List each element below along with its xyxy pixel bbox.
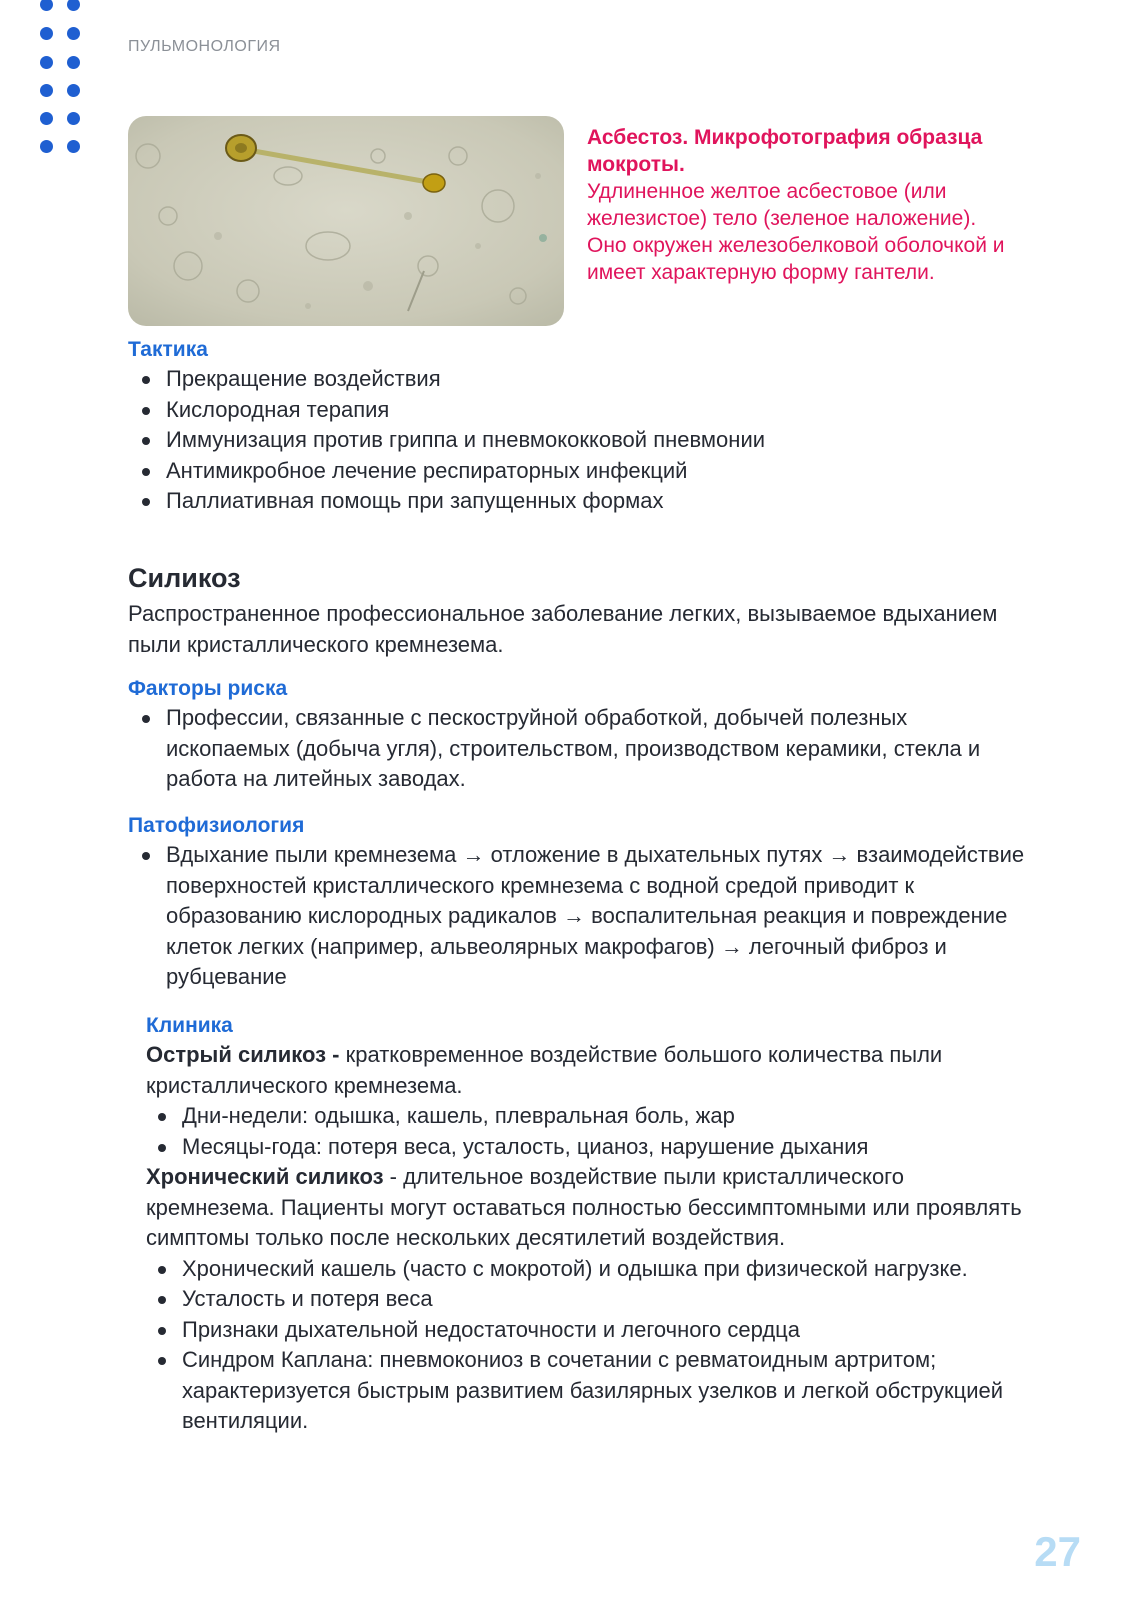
list-item: Профессии, связанные с пескоструйной обработкой, добычей полезных ископаемых (добыча угля), строительством, производством керамики, стекла и работа на литейных заводах.	[128, 703, 1028, 795]
list-item: Прекращение воздействия	[128, 364, 1028, 395]
clinic-heading: Клиника	[146, 1014, 233, 1037]
acute-silicosis-label: Острый силикоз -	[146, 1042, 340, 1067]
pathophysiology-section	[128, 812, 1028, 993]
list-item: Месяцы-года: потеря веса, усталость, цианоз, нарушение дыхания	[144, 1132, 1026, 1163]
pathophysiology-list	[128, 840, 1028, 993]
acute-symptoms-list	[144, 1101, 1026, 1162]
list-item: Иммунизация против гриппа и пневмококковой пневмонии	[128, 425, 1028, 456]
section-title: Силикоз	[128, 563, 241, 593]
risk-factors-heading: Факторы риска	[128, 677, 288, 700]
list-item: Вдыхание пыли кремнезема → отложение в дыхательных путях → взаимодействие поверхностей кристаллического кремнезема с водной средой приводит к образованию кислородных радикалов → воспалительная реакция и повреждение клеток легких (например, альвеолярных макрофагов) → легочный фиброз и рубцевание	[128, 840, 1028, 993]
chronic-silicosis-text: - длительное воздействие пыли кристаллического кремнезема. Пациенты могут оставаться полностью бессимптомными или проявлять симптомы только после нескольких десятилетий воздействия.	[146, 1164, 1022, 1250]
figure-caption-text: Удлиненное желтое асбестовое (или железистое) тело (зеленое наложение). Оно окружен железобелковой оболочкой и имеет характерную форму гантели.	[587, 180, 1005, 284]
risk-factors-section	[128, 675, 1028, 795]
running-head: ПУЛЬМОНОЛОГИЯ	[128, 38, 281, 55]
list-item: Паллиативная помощь при запущенных формах	[128, 486, 1028, 517]
list-item: Дни-недели: одышка, кашель, плевральная боль, жар	[144, 1101, 1026, 1132]
tactics-section	[128, 336, 1028, 517]
silicosis-section	[128, 561, 1028, 660]
acute-silicosis-text: кратковременное воздействие большого количества пыли кристаллического кремнезема.	[146, 1042, 943, 1098]
chronic-silicosis-label: Хронический силикоз	[146, 1164, 384, 1189]
chronic-silicosis-paragraph	[146, 1162, 1026, 1254]
list-item: Усталость и потеря веса	[144, 1284, 1026, 1315]
list-item: Синдром Каплана: пневмокониоз в сочетании с ревматоидным артритом; характеризуется быстрым развитием базилярных узелков и легкой обструкцией вентиляции.	[144, 1345, 1026, 1437]
risk-factors-list	[128, 703, 1028, 795]
tactics-heading: Тактика	[128, 338, 208, 361]
sputum-micrograph	[128, 116, 564, 326]
list-item: Антимикробное лечение респираторных инфекций	[128, 456, 1028, 487]
list-item: Кислородная терапия	[128, 395, 1028, 426]
figure-caption-title: Асбестоз. Микрофотография образца мокроты.	[587, 126, 983, 176]
list-item: Хронический кашель (часто с мокротой) и одышка при физической нагрузке.	[144, 1254, 1026, 1285]
clinic-section	[146, 1012, 1026, 1437]
page-number: 27	[1034, 1528, 1081, 1575]
tactics-list	[128, 364, 1028, 517]
figure-caption	[587, 124, 1007, 286]
pathophysiology-heading: Патофизиология	[128, 814, 305, 837]
silicosis-intro: Распространенное профессиональное заболевание легких, вызываемое вдыханием пыли кристаллического кремнезема.	[128, 601, 998, 657]
acute-silicosis-paragraph	[146, 1040, 1026, 1101]
list-item: Признаки дыхательной недостаточности и легочного сердца	[144, 1315, 1026, 1346]
chronic-symptoms-list	[144, 1254, 1026, 1437]
